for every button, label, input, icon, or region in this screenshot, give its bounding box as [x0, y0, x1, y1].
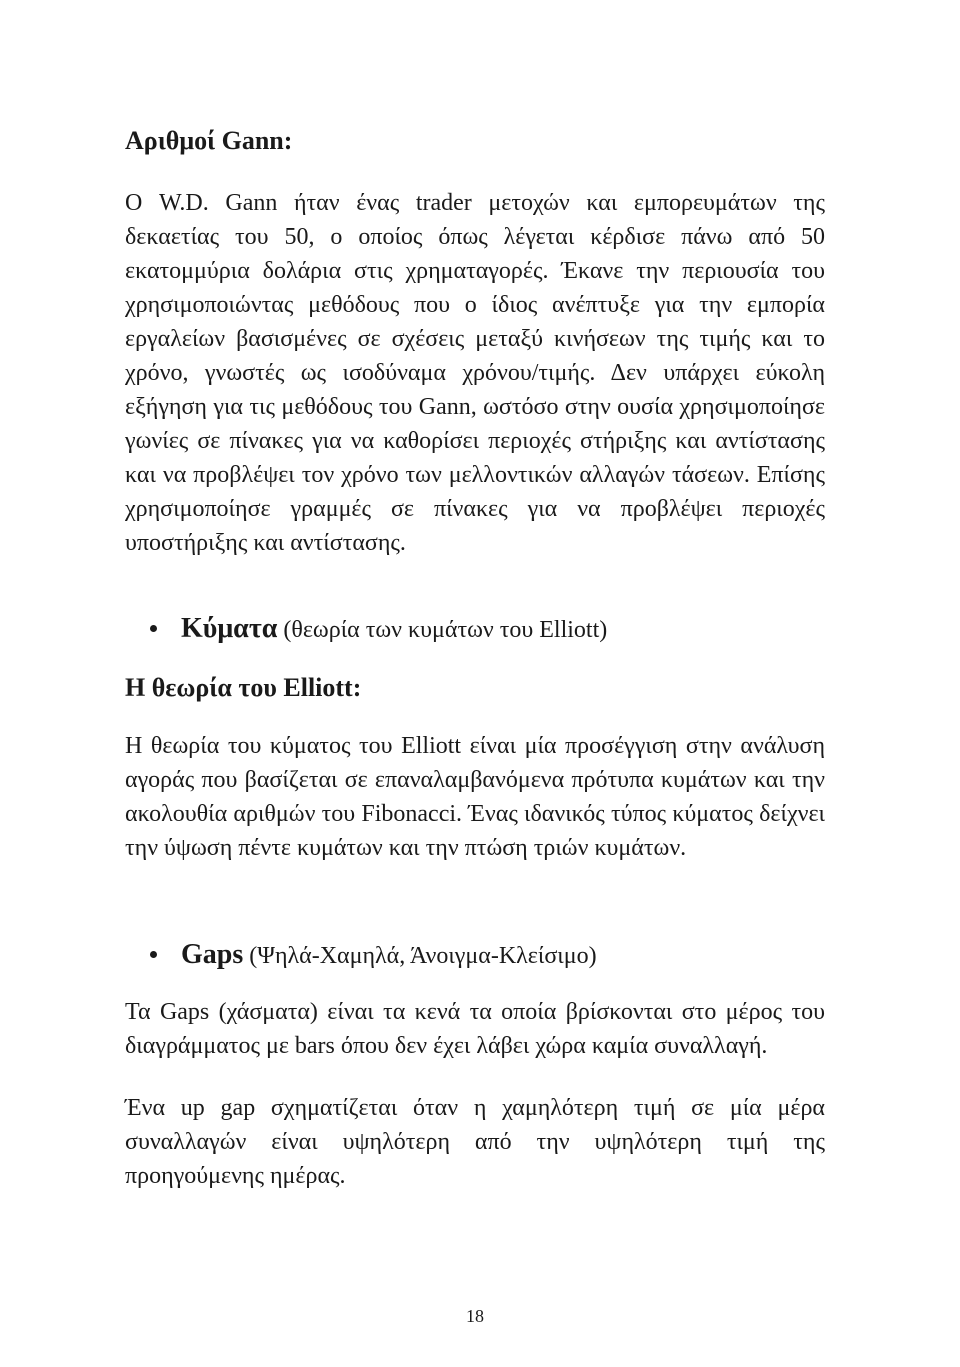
gaps-bullet-subtitle: (Ψηλά-Χαμηλά, Άνοιγμα-Κλείσιμο)	[249, 943, 597, 969]
elliott-heading: Η θεωρία του Elliott:	[125, 673, 362, 702]
waves-bullet	[150, 612, 607, 647]
gann-heading: Αριθμοί Gann:	[125, 126, 293, 155]
waves-bullet-title: Κύματα	[181, 613, 278, 644]
gaps-paragraph-2: Ένα up gap σχηματίζεται όταν η χαμηλότερη τιμή σε μία μέρα συναλλαγών είναι υψηλότερη από την υψηλότερη τιμή της προηγούμενης ημέρας.	[125, 1095, 825, 1189]
gaps-paragraph-1: Τα Gaps (χάσματα) είναι τα κενά τα οποία βρίσκονται στο μέρος του διαγράμματος με bars όπου δεν έχει λάβει χώρα καμία συναλλαγή.	[125, 999, 825, 1059]
gaps-bullet	[150, 938, 597, 973]
waves-bullet-subtitle: (θεωρία των κυμάτων του Elliott)	[283, 617, 608, 643]
elliott-paragraph: Η θεωρία του κύματος του Elliott είναι μία προσέγγιση στην ανάλυση αγοράς που βασίζεται σε επαναλαμβανόμενα πρότυπα κυμάτων και την ακολουθία αριθμών του Fibonacci. Ένας ιδανικός τύπος κύματος δείχνει την ύψωση πέντε κυμάτων και την πτώση τριών κυμάτων.	[125, 733, 825, 861]
bullet-dot-icon	[150, 625, 157, 632]
bullet-dot-icon	[150, 951, 157, 958]
page-number: 18	[466, 1306, 484, 1326]
gann-paragraph: Ο W.D. Gann ήταν ένας trader μετοχών και εμπορευμάτων της δεκαετίας του 50, ο οποίος όπως λέγεται κέρδισε πάνω από 50 εκατομμύρια δολάρια στις χρηματαγορές. Έκανε την περιουσία του χρησιμοποιώντας μεθόδους που ο ίδιος ανέπτυξε για την εμπορία εργαλείων βασισμένες σε σχέσεις μεταξύ κινήσεων της τιμής και το χρόνο, γνωστές ως ισοδύναμα χρόνου/τιμής. Δεν υπάρχει εύκολη εξήγηση για τις μεθόδους του Gann, ωστόσο στην ουσία χρησιμοποίησε γωνίες σε πίνακες για να καθορίσει περιοχές στήριξης και αντίστασης και να προβλέψει τον χρόνο των μελλοντικών αλλαγών τάσεων. Επίσης χρησιμοποίησε γραμμές σε πίνακες για να προβλέψει περιοχές υποστήριξης και αντίστασης.	[125, 190, 825, 556]
gaps-bullet-title: Gaps	[181, 939, 244, 970]
